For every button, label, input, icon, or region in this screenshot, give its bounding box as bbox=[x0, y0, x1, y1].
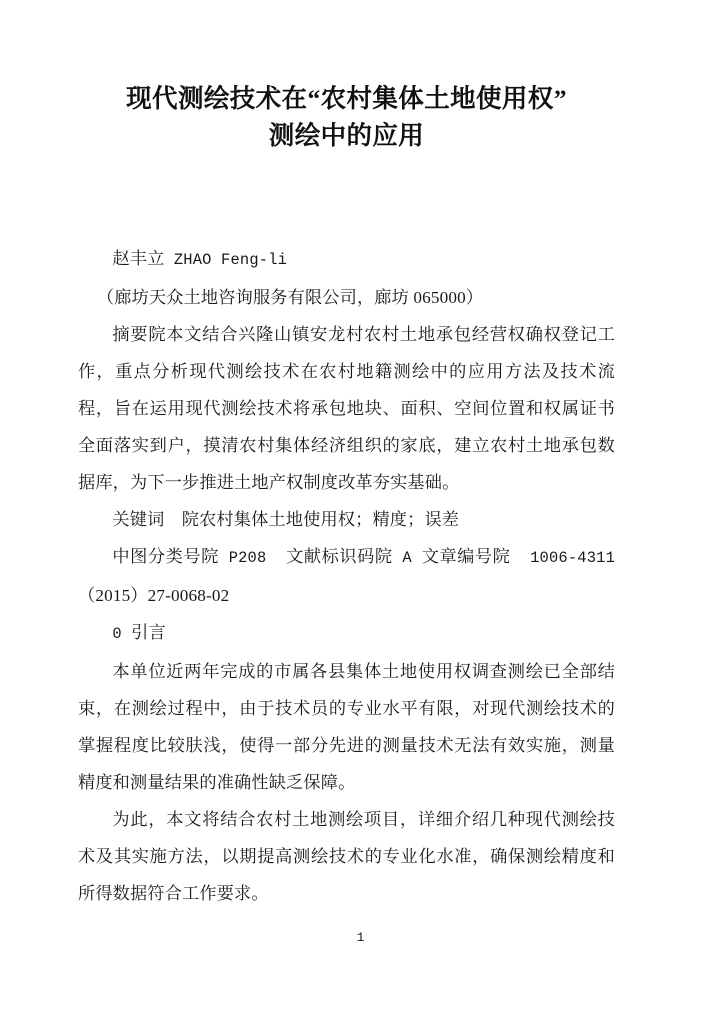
classification-line bbox=[78, 538, 615, 614]
article-title-line-1: 现代测绘技术在“农村集体土地使用权” bbox=[126, 84, 567, 113]
page-number: 1 bbox=[356, 930, 365, 945]
document-content bbox=[78, 240, 615, 912]
section-number: 0 bbox=[112, 625, 122, 643]
article-id-continuation: （2015）27-0068-02 bbox=[78, 586, 230, 605]
clc-value: P208 bbox=[228, 549, 267, 567]
article-id-label: 文章编号院 bbox=[421, 547, 511, 566]
article-title bbox=[78, 80, 615, 154]
author-affiliation: （廊坊天众土地咨询服务有限公司，廊坊 065000） bbox=[96, 288, 484, 307]
section-0-paragraph-2: 为此，本文将结合农村土地测绘项目，详细介绍几种现代测绘技术及其实施方法，以期提高测绘技术的专业化水准，确保测绘精度和所得数据符合工作要求。 bbox=[78, 810, 615, 903]
document-code-label: 文献标识码院 bbox=[286, 547, 393, 566]
author-name-cn: 赵丰立 bbox=[112, 249, 165, 268]
clc-label: 中图分类号院 bbox=[112, 547, 219, 566]
author-line bbox=[78, 240, 615, 279]
article-title-line-2: 测绘中的应用 bbox=[268, 121, 425, 150]
keywords-line: 关键词 院农村集体土地使用权；精度；误差 bbox=[112, 510, 460, 529]
section-heading-0 bbox=[78, 614, 615, 653]
article-id-value: 1006-4311 bbox=[530, 549, 616, 567]
author-name-en: ZHAO Feng-li bbox=[173, 251, 288, 269]
abstract-paragraph: 摘要院本文结合兴隆山镇安龙村农村土地承包经营权确权登记工作，重点分析现代测绘技术在农村地籍测绘中的应用方法及技术流程，旨在运用现代测绘技术将承包地块、面积、空间位置和权属证书全面落实到户，摸清农村集体经济组织的家底，建立农村土地承包数据库，为下一步推进土地产权制度改革夯实基础。 bbox=[78, 325, 615, 492]
section-title: 引言 bbox=[131, 623, 166, 642]
document-code-value: A bbox=[402, 549, 412, 567]
page-footer bbox=[0, 928, 721, 946]
section-0-paragraph-1: 本单位近两年完成的市属各县集体土地使用权调查测绘已全部结束，在测绘过程中，由于技术员的专业水平有限，对现代测绘技术的掌握程度比较肤浅，使得一部分先进的测量技术无法有效实施，测量精度和测量结果的准确性缺乏保障。 bbox=[78, 662, 615, 792]
